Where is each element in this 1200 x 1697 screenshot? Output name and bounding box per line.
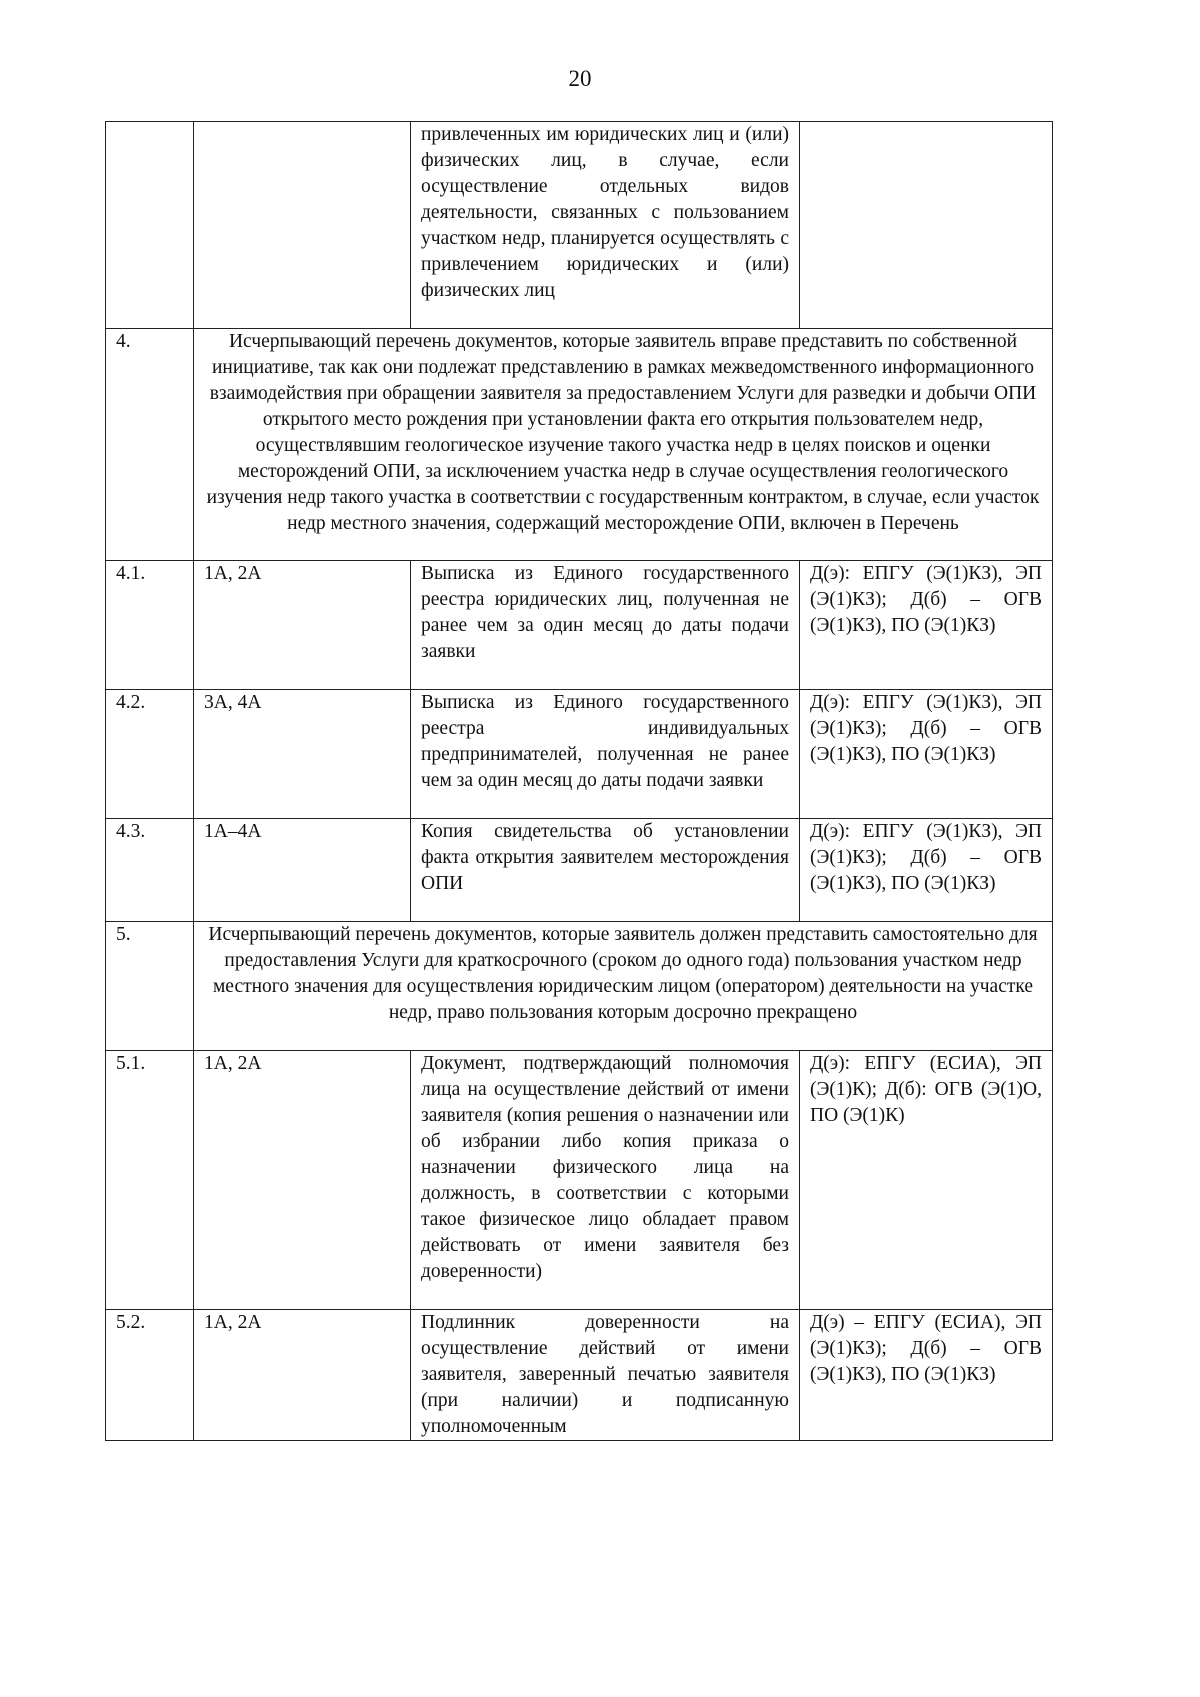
- document-description: Выписка из Единого государственного реестра юридических лиц, полученная не ранее чем за один месяц до даты подачи заявки: [411, 561, 800, 690]
- document-description: Документ, подтверждающий полномочия лица на осуществление действий от имени заявителя (копия решения о назначении или об избрании либо копия приказа о назначении физического лица на должность, в соответствии с которыми такое физическое лицо обладает правом действовать от имени заявителя без доверенности): [411, 1051, 800, 1310]
- applicant-category: 1А–4А: [194, 819, 411, 922]
- section-row: [106, 329, 1053, 561]
- documents-table: [105, 121, 1053, 1441]
- section-row: [106, 922, 1053, 1051]
- submission-method: Д(э): ЕПГУ (Э(1)КЗ), ЭП (Э(1)КЗ); Д(б) – ОГВ (Э(1)КЗ), ПО (Э(1)КЗ): [800, 819, 1053, 922]
- submission-method: Д(э): ЕПГУ (Э(1)КЗ), ЭП (Э(1)КЗ); Д(б) – ОГВ (Э(1)КЗ), ПО (Э(1)КЗ): [800, 690, 1053, 819]
- section-number: 5.: [106, 922, 194, 1051]
- table-row: [106, 1051, 1053, 1310]
- table-row: [106, 561, 1053, 690]
- row-number: 5.1.: [106, 1051, 194, 1310]
- row-number: 4.1.: [106, 561, 194, 690]
- document-description: Выписка из Единого государственного реестра индивидуальных предпринимателей, полученная не ранее чем за один месяц до даты подачи заявки: [411, 690, 800, 819]
- section-title: Исчерпывающий перечень документов, которые заявитель вправе представить по собственной инициативе, так как они подлежат представлению в рамках межведомственного информационного взаимодействия при обращении заявителя за предоставлением Услуги для разведки и добычи ОПИ открытого место рождения при установлении факта его открытия пользователем недр, осуществлявшим геологическое изучение такого участка недр в целях поисков и оценки месторождений ОПИ, за исключением участка недр в случае осуществления геологического изучения недр такого участка в соответствии с государственным контрактом, в случае, если участок недр местного значения, содержащий месторождение ОПИ, включен в Перечень: [194, 329, 1053, 561]
- submission-method: Д(э): ЕПГУ (Э(1)КЗ), ЭП (Э(1)КЗ); Д(б) – ОГВ (Э(1)КЗ), ПО (Э(1)КЗ): [800, 561, 1053, 690]
- page-number: 20: [568, 66, 592, 91]
- table-row: [106, 122, 1053, 329]
- row-number: 5.2.: [106, 1310, 194, 1441]
- applicant-category: 3А, 4А: [194, 690, 411, 819]
- submission-method: [800, 122, 1053, 329]
- applicant-category: [194, 122, 411, 329]
- document-description: привлеченных им юридических лиц и (или) физических лиц, в случае, если осуществление отдельных видов деятельности, связанных с пользованием участком недр, планируется осуществлять с привлечением юридических и (или) физических лиц: [411, 122, 800, 329]
- section-title: Исчерпывающий перечень документов, которые заявитель должен представить самостоятельно для предоставления Услуги для краткосрочного (сроком до одного года) пользования участком недр местного значения для осуществления юридическим лицом (оператором) деятельности на участке недр, право пользования которым досрочно прекращено: [194, 922, 1053, 1051]
- document-description: Копия свидетельства об установлении факта открытия заявителем месторождения ОПИ: [411, 819, 800, 922]
- table-row: [106, 819, 1053, 922]
- applicant-category: 1А, 2А: [194, 1051, 411, 1310]
- applicant-category: 1А, 2А: [194, 1310, 411, 1441]
- row-number: 4.3.: [106, 819, 194, 922]
- table-row: [106, 1310, 1053, 1441]
- document-description: Подлинник доверенности на осуществление действий от имени заявителя, заверенный печатью заявителя (при наличии) и подписанную уполномоченным: [411, 1310, 800, 1441]
- row-number: [106, 122, 194, 329]
- table-row: [106, 690, 1053, 819]
- submission-method: Д(э): ЕПГУ (ЕСИА), ЭП (Э(1)К); Д(б): ОГВ (Э(1)О, ПО (Э(1)К): [800, 1051, 1053, 1310]
- applicant-category: 1А, 2А: [194, 561, 411, 690]
- section-number: 4.: [106, 329, 194, 561]
- row-number: 4.2.: [106, 690, 194, 819]
- submission-method: Д(э) – ЕПГУ (ЕСИА), ЭП (Э(1)КЗ); Д(б) – ОГВ (Э(1)КЗ), ПО (Э(1)КЗ): [800, 1310, 1053, 1441]
